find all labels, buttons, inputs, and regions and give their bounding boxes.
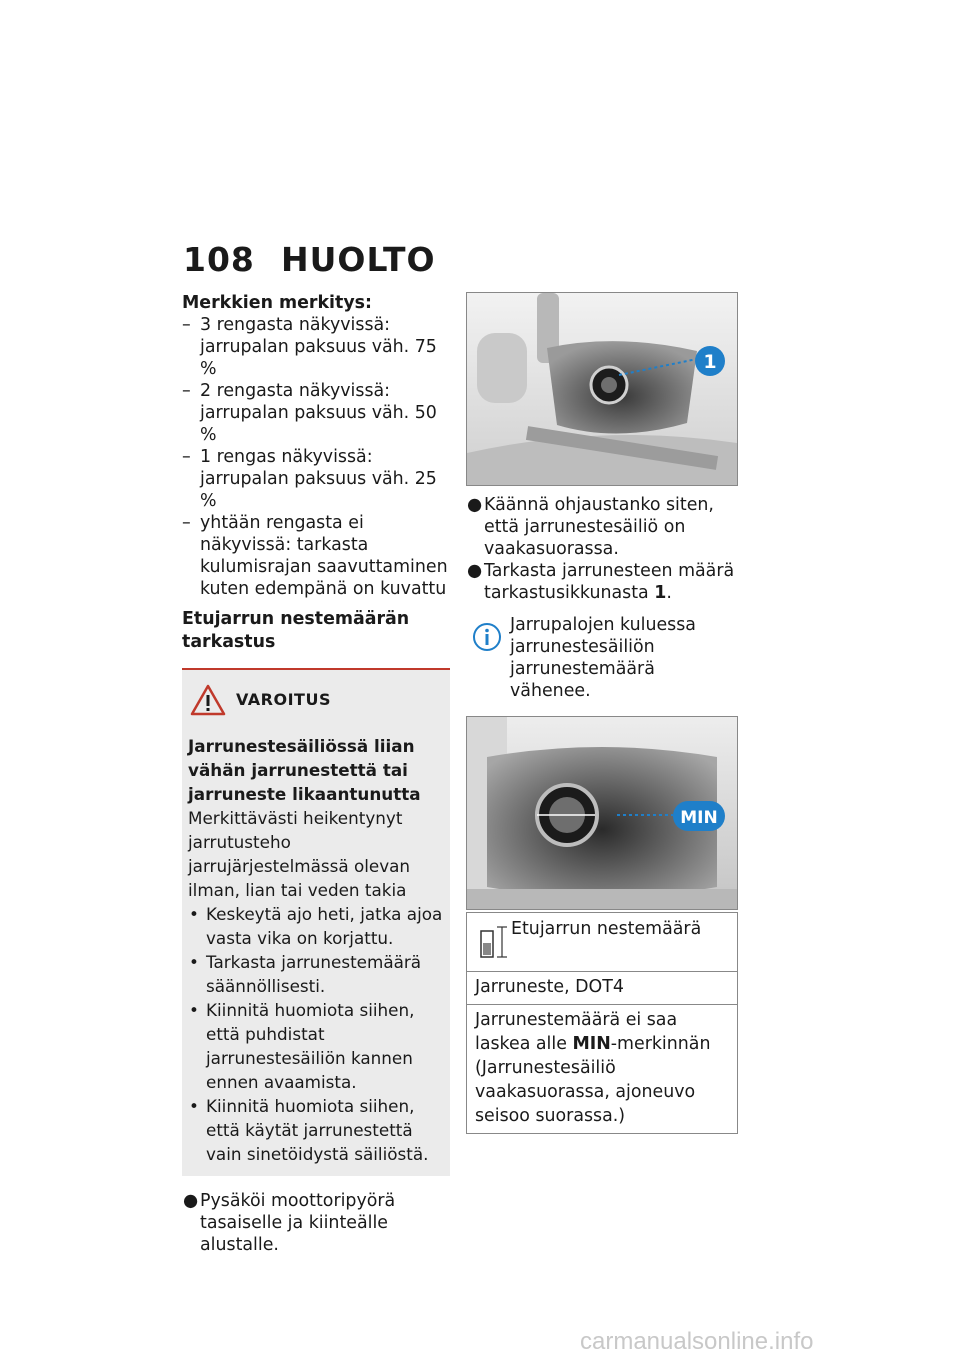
meaning-title: Merkkien merkitys: [182, 293, 372, 313]
info-icon [472, 622, 502, 652]
spec-table [466, 912, 738, 1134]
section-heading: Etujarrun nestemäärän tarkastus [182, 609, 410, 652]
warning-body: Merkittävästi heikentynyt jarrutusteho jarrujärjestelmässä olevan ilman, lian tai veden takia [188, 808, 411, 900]
page-number: 108 [183, 240, 255, 279]
page-header [183, 240, 436, 279]
warning-bullet: • Kiinnitä huomiota siihen, että käytät jarrunestettä vain sinetöidystä säiliöstä. [189, 1096, 429, 1164]
fluid-level-icon [479, 923, 509, 961]
spec-header-cell [467, 913, 738, 972]
note-text: Jarrupalojen kuluessa jarrunestesäiliön jarrunestemäärä vähenee. [510, 615, 696, 701]
step-item: ● Pysäköi moottoripyörä tasaiselle ja kiinteälle alustalle. [183, 1191, 396, 1255]
min-mark-photo [466, 716, 738, 910]
step-item: ● Tarkasta jarrunesteen määrä tarkastusikkunasta 1. [467, 561, 735, 603]
warning-bullet: • Tarkasta jarrunestemäärä säännöllisesti. [189, 952, 422, 996]
spec-rule: Jarrunestemäärä ei saa laskea alle MIN-merkinnän (Jarrunestesäiliö vaakasuorassa, ajoneuvo seisoo suorassa.) [467, 1005, 738, 1134]
right-column [466, 292, 738, 1134]
warning-bullet: • Keskeytä ajo heti, jatka ajoa vasta vika on korjattu. [189, 904, 443, 948]
warning-title: VAROITUS [236, 690, 331, 709]
info-note [466, 614, 738, 702]
meaning-item: – 2 rengasta näkyvissä: jarrupalan paksuus väh. 50 % [182, 381, 437, 445]
reservoir-photo [466, 292, 738, 486]
section-title: HUOLTO [281, 240, 436, 279]
warning-heading: Jarrunestesäiliössä liian vähän jarrunestettä tai jarruneste likaantunutta [188, 736, 421, 804]
step-item: ● Käännä ohjaustanko siten, että jarrunestesäiliö on vaakasuorassa. [467, 495, 714, 559]
spec-title: Etujarrun nestemäärä [511, 919, 702, 939]
left-column [182, 292, 450, 1256]
meaning-item: – 3 rengasta näkyvissä: jarrupalan paksuus väh. 75 % [182, 315, 437, 379]
warning-box [182, 668, 450, 1176]
photo-callout-label: 1 [703, 351, 717, 373]
warning-bullet: • Kiinnitä huomiota siihen, että puhdistat jarrunestesäiliön kannen ennen avaamista. [189, 1000, 415, 1092]
meaning-item: – 1 rengas näkyvissä: jarrupalan paksuus väh. 25 % [182, 447, 437, 511]
meaning-item: – yhtään rengasta ei näkyvissä: tarkasta kulumisrajan saavuttaminen kuten edempänä on kuvattu [182, 513, 448, 599]
watermark: carmanualsonline.info [580, 1328, 814, 1355]
warning-icon [190, 684, 226, 716]
spec-fluid: Jarruneste, DOT4 [467, 972, 738, 1005]
min-label: MIN [680, 808, 718, 828]
